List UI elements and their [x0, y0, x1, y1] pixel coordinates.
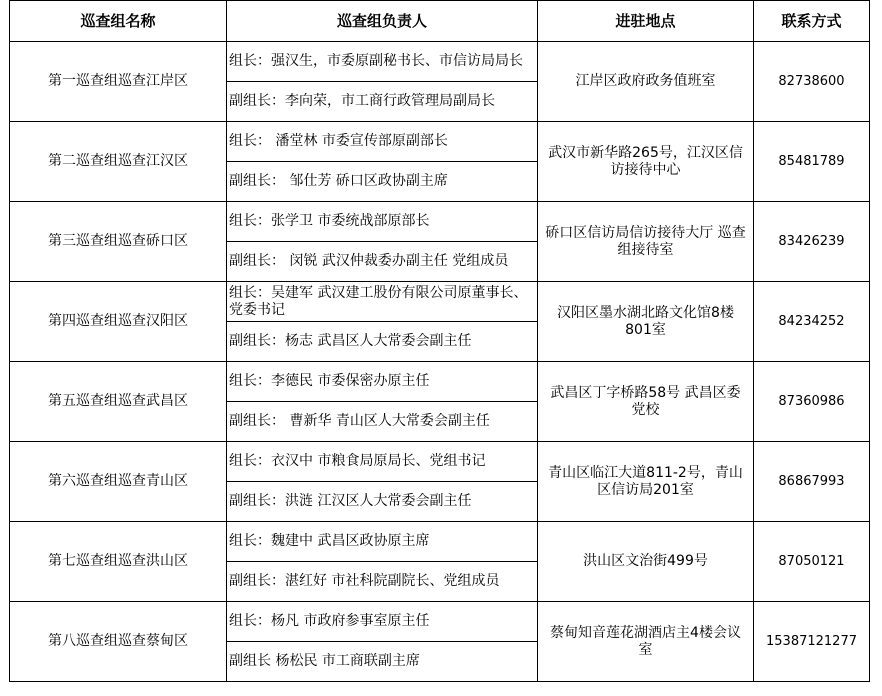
group-leader: 组长：魏建中 武昌区政协原主席 [227, 522, 538, 562]
group-deputy: 副组长 杨松民 市工商联副主席 [227, 642, 538, 682]
group-location: 武昌区丁字桥路58号 武昌区委党校 [538, 362, 754, 442]
group-deputy: 副组长：李向荣，市工商行政管理局副局长 [227, 82, 538, 122]
inspection-table [9, 0, 870, 682]
group-phone: 84234252 [754, 282, 870, 362]
group-leader: 组长：杨凡 市政府参事室原主任 [227, 602, 538, 642]
group-phone: 15387121277 [754, 602, 870, 682]
group-location: 青山区临江大道811-2号，青山区信访局201室 [538, 442, 754, 522]
group-name: 第二巡查组巡查江汉区 [10, 122, 227, 202]
group-leader: 组长：衣汉中 市粮食局原局长、党组书记 [227, 442, 538, 482]
group-phone: 85481789 [754, 122, 870, 202]
group-phone: 83426239 [754, 202, 870, 282]
group-phone: 86867993 [754, 442, 870, 522]
group-deputy: 副组长： 闵锐 武汉仲裁委办副主任 党组成员 [227, 242, 538, 282]
group-deputy: 副组长： 邹仕芳 硚口区政协副主席 [227, 162, 538, 202]
group-leader: 组长：吴建军 武汉建工股份有限公司原董事长、党委书记 [227, 282, 538, 322]
group-phone: 87360986 [754, 362, 870, 442]
header-row [10, 1, 870, 42]
group-location: 武汉市新华路265号，江汉区信访接待中心 [538, 122, 754, 202]
header-contact: 联系方式 [754, 1, 870, 42]
group-name: 第三巡查组巡查硚口区 [10, 202, 227, 282]
group-location: 洪山区文治街499号 [538, 522, 754, 602]
table-row [10, 442, 870, 482]
group-leader: 组长：张学卫 市委统战部原部长 [227, 202, 538, 242]
group-deputy: 副组长：湛红好 市社科院副院长、党组成员 [227, 562, 538, 602]
group-location: 硚口区信访局信访接待大厅 巡查组接待室 [538, 202, 754, 282]
group-name: 第一巡查组巡查江岸区 [10, 42, 227, 122]
group-leader: 组长：李德民 市委保密办原主任 [227, 362, 538, 402]
header-leaders: 巡查组负责人 [227, 1, 538, 42]
group-name: 第四巡查组巡查汉阳区 [10, 282, 227, 362]
table-row [10, 202, 870, 242]
table-row [10, 282, 870, 322]
table-row [10, 122, 870, 162]
table-row [10, 602, 870, 642]
group-name: 第六巡查组巡查青山区 [10, 442, 227, 522]
header-group-name: 巡查组名称 [10, 1, 227, 42]
group-phone: 82738600 [754, 42, 870, 122]
group-location: 蔡甸知音莲花湖酒店主4楼会议室 [538, 602, 754, 682]
table-row [10, 362, 870, 402]
group-name: 第七巡查组巡查洪山区 [10, 522, 227, 602]
group-leader: 组长：强汉生，市委原副秘书长、市信访局局长 [227, 42, 538, 82]
group-location: 江岸区政府政务值班室 [538, 42, 754, 122]
group-name: 第八巡查组巡查蔡甸区 [10, 602, 227, 682]
group-deputy: 副组长： 曹新华 青山区人大常委会副主任 [227, 402, 538, 442]
group-name: 第五巡查组巡查武昌区 [10, 362, 227, 442]
group-deputy: 副组长：杨志 武昌区人大常委会副主任 [227, 322, 538, 362]
group-leader: 组长： 潘堂林 市委宣传部原副部长 [227, 122, 538, 162]
group-deputy: 副组长：洪涟 江汉区人大常委会副主任 [227, 482, 538, 522]
table-row [10, 42, 870, 82]
header-location: 进驻地点 [538, 1, 754, 42]
group-location: 汉阳区墨水湖北路文化馆8楼801室 [538, 282, 754, 362]
group-phone: 87050121 [754, 522, 870, 602]
table-row [10, 522, 870, 562]
